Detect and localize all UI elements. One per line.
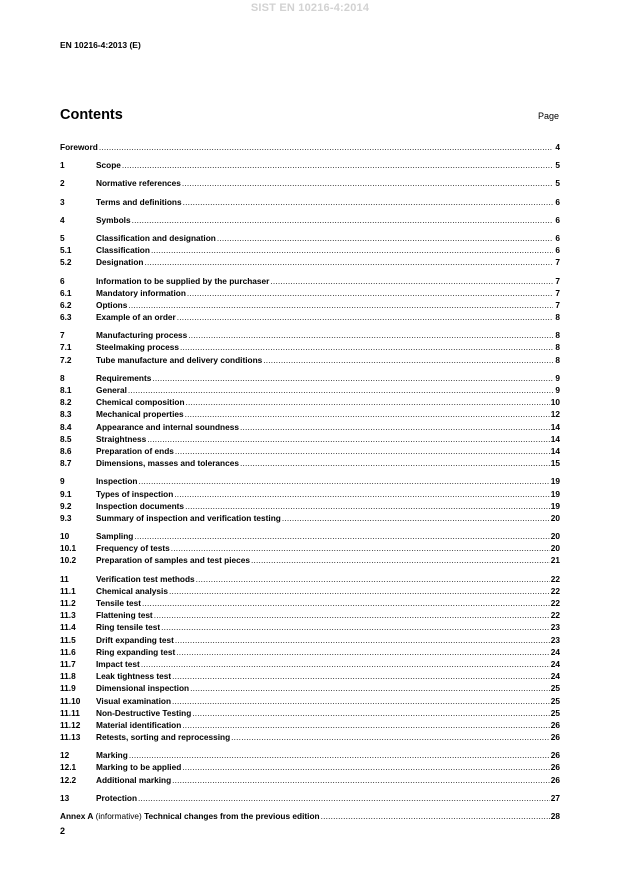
toc-entry-number: 11.13 [60, 732, 81, 743]
toc-entry-page: 28 [550, 811, 560, 821]
toc-entry-page: 15 [550, 458, 560, 469]
toc-entry-page: 24 [550, 646, 560, 657]
dot-leader [128, 384, 553, 396]
toc-entry-title: Chemical composition [96, 397, 185, 408]
toc-section [60, 573, 560, 744]
dot-leader [142, 597, 550, 609]
toc-entry[interactable] [60, 719, 560, 731]
annex-label: Annex A [60, 811, 94, 821]
toc-entry-title: Drift expanding test [96, 634, 174, 645]
toc-entry[interactable] [60, 774, 560, 786]
toc-entry-number: 5 [60, 232, 65, 243]
toc-entry-title: Material identification [96, 719, 182, 730]
toc-section [60, 749, 560, 786]
toc-entry[interactable] [60, 554, 560, 566]
toc-entry[interactable] [60, 445, 560, 457]
toc-entry[interactable] [60, 488, 560, 500]
toc-entry[interactable] [60, 159, 560, 171]
toc-section [60, 372, 560, 470]
toc-entry-title: Designation [96, 257, 144, 268]
toc-section [60, 214, 560, 226]
toc-entry-page: 9 [555, 385, 560, 395]
toc-entry-number: 4 [60, 214, 65, 225]
toc-section [60, 196, 560, 208]
toc-entry-page: 26 [550, 732, 560, 743]
toc-entry-number: 8.5 [60, 433, 72, 444]
toc-entry[interactable] [60, 341, 560, 353]
dot-leader [192, 707, 549, 719]
toc-entry-page: 19 [550, 500, 560, 511]
toc-entry[interactable] [60, 396, 560, 408]
dot-leader [217, 232, 553, 244]
toc-entry-page: 8 [555, 342, 560, 353]
toc-entry-number: 11.10 [60, 695, 81, 706]
toc-entry[interactable] [60, 585, 560, 597]
dot-leader [129, 749, 550, 761]
toc-entry-title: Ring tensile test [96, 622, 161, 633]
dot-leader [138, 792, 550, 804]
toc-entry[interactable] [60, 707, 560, 719]
toc-entry-number: 6 [60, 275, 65, 286]
toc-entry-number: 11.8 [60, 671, 76, 682]
toc-entry-number: 11.6 [60, 646, 76, 657]
toc-entry[interactable] [60, 299, 560, 311]
toc-entry-title: Marking [96, 750, 128, 761]
toc-entry-page: 5 [555, 178, 560, 189]
dot-leader [174, 488, 549, 500]
dot-leader [182, 719, 549, 731]
toc-entry-number: 9.2 [60, 500, 72, 511]
page-column-label: Page [537, 111, 559, 121]
toc-entry[interactable] [60, 658, 560, 670]
toc-entry-page: 8 [555, 330, 560, 341]
toc-entry-title: Verification test methods [96, 573, 195, 584]
toc-entry-title: Symbols [96, 214, 131, 225]
dot-leader [161, 621, 550, 633]
toc-entry[interactable] [60, 749, 560, 761]
toc-entry-title: Dimensional inspection [96, 683, 190, 694]
toc-entry[interactable] [60, 214, 560, 226]
toc-entry-number: 8.6 [60, 445, 72, 456]
toc-entry-page: 14 [550, 421, 560, 432]
toc-entry-title: Retests, sorting and reprocessing [96, 732, 231, 743]
dot-leader [251, 554, 550, 566]
toc-entry-title: Tensile test [96, 598, 142, 608]
toc-entry-number: 8 [60, 372, 65, 383]
toc-entry-title: Steelmaking process [96, 342, 180, 353]
toc-entry-number: 13 [60, 792, 70, 803]
toc-entry-page: 6 [555, 245, 560, 256]
toc-section [60, 232, 560, 269]
dot-leader [188, 329, 553, 341]
toc-entry-number: 9.1 [60, 488, 72, 499]
dot-leader [152, 372, 553, 384]
toc-entry-page: 25 [550, 683, 560, 694]
toc-entry-title: Information to be supplied by the purchaser [96, 275, 270, 286]
toc-entry[interactable] [60, 695, 560, 707]
toc-entry[interactable] [60, 609, 560, 621]
dot-leader [151, 244, 553, 256]
toc-entry-number: 3 [60, 196, 65, 207]
toc-entry-page: 22 [550, 610, 560, 621]
toc-entry-page: 24 [550, 658, 560, 669]
toc-entry-number: 8.2 [60, 397, 72, 408]
toc-entry[interactable] [60, 512, 560, 524]
toc-entry[interactable] [60, 329, 560, 341]
toc-entry[interactable] [60, 287, 560, 299]
toc-entry-number: 10.2 [60, 555, 77, 566]
toc-entry-number: 8.1 [60, 385, 72, 395]
toc-section [60, 275, 560, 324]
toc-entry-number: 8.3 [60, 409, 72, 420]
toc-section [60, 475, 560, 524]
toc-entry[interactable] [60, 141, 560, 153]
toc-entry-number: 11.2 [60, 598, 76, 608]
toc-entry-title: Inspection documents [96, 500, 185, 511]
toc-entry-page: 20 [550, 512, 560, 523]
dot-leader [263, 354, 553, 366]
toc-entry-number: 1 [60, 160, 65, 171]
toc-entry-page: 4 [555, 142, 560, 152]
toc-entry-number: 6.2 [60, 299, 72, 310]
toc-section [60, 810, 560, 822]
toc-entry[interactable] [60, 177, 560, 189]
toc-entry[interactable] [60, 244, 560, 256]
toc-entry-page: 19 [550, 488, 560, 499]
toc-entry-title: Manufacturing process [96, 330, 188, 341]
toc-entry[interactable] [60, 232, 560, 244]
toc-entry-title: Preparation of samples and test pieces [96, 555, 251, 566]
toc-entry-title: Terms and definitions [96, 196, 182, 207]
toc-entry[interactable] [60, 810, 560, 822]
toc-entry[interactable] [60, 731, 560, 743]
toc-entry-number: 11.3 [60, 610, 76, 621]
toc-entry-title: Visual examination [96, 695, 172, 706]
toc-entry-title: Classification and designation [96, 232, 216, 243]
dot-leader [176, 646, 549, 658]
page-number: 2 [60, 826, 66, 836]
toc-entry-title: Sampling [96, 531, 134, 542]
toc-entry[interactable] [60, 670, 560, 682]
annex-title: Technical changes from the previous edition [144, 811, 320, 821]
toc-entry-title: Ring expanding test [96, 646, 176, 657]
dot-leader [177, 311, 553, 323]
toc-entry-number: 11.12 [60, 719, 81, 730]
dot-leader [282, 512, 550, 524]
toc-entry[interactable] [60, 792, 560, 804]
toc-entry-title: Chemical analysis [96, 585, 168, 596]
toc-entry-title: Example of an order [96, 312, 176, 323]
dot-leader [186, 396, 550, 408]
toc-entry[interactable] [60, 433, 560, 445]
table-of-contents [60, 141, 560, 828]
toc-entry-title: Frequency of tests [96, 543, 170, 554]
toc-entry[interactable] [60, 457, 560, 469]
toc-entry-title: Summary of inspection and verification testing [96, 512, 281, 523]
toc-entry[interactable] [60, 475, 560, 487]
dot-leader [190, 682, 550, 694]
dot-leader [185, 500, 550, 512]
dot-leader [169, 585, 550, 597]
dot-leader [240, 421, 550, 433]
toc-entry[interactable] [60, 573, 560, 585]
toc-entry-number: 5.2 [60, 257, 72, 268]
dot-leader [240, 457, 550, 469]
toc-entry-title: Mechanical properties [96, 409, 184, 420]
toc-entry-page: 23 [550, 622, 560, 633]
toc-entry-title: Mandatory information [96, 287, 186, 298]
annex-type: (informative) [93, 811, 145, 821]
toc-entry-number: 7 [60, 330, 65, 341]
dot-leader [183, 196, 553, 208]
toc-entry-page: 10 [550, 397, 560, 408]
toc-entry-number: 11.5 [60, 634, 76, 645]
toc-entry-page: 6 [555, 232, 560, 243]
toc-entry[interactable] [60, 621, 560, 633]
toc-entry-number: 12.1 [60, 762, 77, 773]
toc-entry-page: 5 [555, 160, 560, 171]
dot-leader [187, 287, 553, 299]
toc-entry[interactable] [60, 275, 560, 287]
toc-entry-page: 25 [550, 695, 560, 706]
toc-entry-title: Preparation of ends [96, 445, 174, 456]
toc-entry-page: 8 [555, 354, 560, 365]
dot-leader [270, 275, 553, 287]
toc-entry-number: 6.1 [60, 287, 72, 298]
toc-entry[interactable] [60, 196, 560, 208]
toc-entry[interactable] [60, 634, 560, 646]
watermark: SIST EN 10216-4:2014 [250, 2, 370, 14]
toc-entry[interactable] [60, 761, 560, 773]
toc-entry-page: 25 [550, 707, 560, 718]
toc-section [60, 792, 560, 804]
toc-entry-number: 7.2 [60, 354, 72, 365]
toc-entry-title: Leak tightness test [96, 671, 172, 682]
toc-entry-page: 7 [555, 287, 560, 298]
dot-leader [154, 609, 550, 621]
dot-leader [182, 177, 553, 189]
toc-entry-page: 8 [555, 312, 560, 323]
toc-entry-page: 7 [555, 257, 560, 268]
toc-entry-page: 19 [550, 476, 560, 487]
toc-entry[interactable] [60, 354, 560, 366]
dot-leader [134, 530, 549, 542]
toc-entry-number: 11.11 [60, 707, 80, 718]
dot-leader [185, 408, 550, 420]
dot-leader [180, 341, 553, 353]
toc-entry-page: 22 [550, 573, 560, 584]
toc-entry-page: 27 [550, 792, 560, 803]
toc-entry[interactable] [60, 646, 560, 658]
toc-entry-page: 22 [550, 585, 560, 596]
dot-leader [321, 810, 550, 822]
toc-entry-page: 7 [555, 299, 560, 310]
toc-entry[interactable] [60, 597, 560, 609]
toc-entry-title: Non-Destructive Testing [96, 707, 192, 718]
toc-entry-number: 11.4 [60, 622, 76, 633]
toc-entry-title: Requirements [96, 372, 152, 383]
toc-entry-page: 23 [550, 634, 560, 645]
toc-entry-number: 7.1 [60, 342, 72, 353]
toc-entry-title: Dimensions, masses and tolerances [96, 458, 239, 469]
toc-entry-number: 8.7 [60, 458, 72, 469]
toc-entry-page: 21 [550, 555, 560, 566]
toc-entry-title: Protection [96, 792, 138, 803]
dot-leader [139, 475, 550, 487]
toc-section [60, 177, 560, 189]
dot-leader [99, 141, 553, 153]
dot-leader [196, 573, 550, 585]
toc-entry-title: Additional marking [96, 774, 172, 785]
toc-entry-title: Appearance and internal soundness [96, 421, 239, 432]
contents-title: Contents [60, 107, 123, 123]
toc-entry-page: 26 [550, 750, 560, 761]
toc-entry[interactable] [60, 372, 560, 384]
toc-entry-number: 2 [60, 178, 65, 189]
toc-entry-page: 6 [555, 214, 560, 225]
dot-leader [122, 159, 553, 171]
toc-entry-number: 5.1 [60, 245, 72, 256]
toc-entry-number: 10.1 [60, 543, 77, 554]
toc-entry[interactable] [60, 384, 560, 396]
toc-entry-page: 20 [550, 543, 560, 554]
dot-leader [172, 695, 550, 707]
toc-entry-number: 10 [60, 531, 70, 542]
toc-entry-number: 8.4 [60, 421, 72, 432]
dot-leader [175, 634, 550, 646]
toc-entry-title: Inspection [96, 476, 138, 487]
toc-entry[interactable] [60, 408, 560, 420]
toc-entry[interactable] [60, 256, 560, 268]
dot-leader [171, 542, 550, 554]
toc-entry-title: Flattening test [96, 610, 153, 621]
toc-entry-title: Marking to be applied [96, 762, 182, 773]
dot-leader [172, 670, 550, 682]
toc-entry[interactable] [60, 421, 560, 433]
toc-entry-page: 9 [555, 372, 560, 383]
toc-section [60, 159, 560, 171]
toc-entry[interactable] [60, 682, 560, 694]
toc-entry-page: 12 [550, 409, 560, 420]
dot-leader [182, 761, 549, 773]
toc-entry-title: Scope [96, 160, 121, 171]
document-header: EN 10216-4:2013 (E) [60, 40, 141, 50]
toc-entry-number: 12 [60, 750, 70, 761]
toc-section [60, 530, 560, 567]
toc-entry-page: 20 [550, 531, 560, 542]
toc-entry-number: 11.9 [60, 683, 76, 694]
toc-entry-page: 26 [550, 719, 560, 730]
toc-entry-page: 14 [550, 445, 560, 456]
toc-entry[interactable] [60, 542, 560, 554]
toc-entry[interactable] [60, 530, 560, 542]
dot-leader [132, 214, 553, 226]
toc-entry-page: 24 [550, 671, 560, 682]
dot-leader [144, 256, 553, 268]
dot-leader [128, 299, 553, 311]
toc-entry-title: Impact test [96, 658, 140, 669]
toc-entry-page: 6 [555, 196, 560, 207]
toc-section [60, 329, 560, 366]
toc-entry-number: 11.7 [60, 658, 76, 669]
toc-entry-number: 6.3 [60, 312, 72, 323]
dot-leader [141, 658, 550, 670]
toc-entry-title: Tube manufacture and delivery conditions [96, 354, 263, 365]
toc-entry-title: Straightness [96, 433, 147, 444]
toc-entry[interactable] [60, 311, 560, 323]
toc-entry-page: 14 [550, 433, 560, 444]
dot-leader [172, 774, 550, 786]
toc-entry-title: General [96, 385, 127, 395]
toc-entry-page: 7 [555, 275, 560, 286]
toc-entry-number: 12.2 [60, 774, 77, 785]
dot-leader [175, 445, 550, 457]
toc-entry-number: 11.1 [60, 585, 76, 596]
toc-section [60, 141, 560, 153]
toc-entry[interactable] [60, 500, 560, 512]
toc-entry-title: Classification [96, 245, 150, 256]
toc-entry-title: Normative references [96, 178, 181, 189]
toc-entry-title: Foreword [60, 142, 98, 152]
toc-entry-title [60, 810, 320, 822]
toc-entry-page: 26 [550, 774, 560, 785]
toc-entry-page: 26 [550, 762, 560, 773]
dot-leader [147, 433, 550, 445]
toc-entry-title: Options [96, 299, 128, 310]
toc-entry-title: Types of inspection [96, 488, 174, 499]
toc-entry-page: 22 [550, 598, 560, 608]
toc-entry-number: 11 [60, 573, 69, 584]
toc-entry-number: 9.3 [60, 512, 72, 523]
dot-leader [231, 731, 550, 743]
toc-entry-number: 9 [60, 476, 65, 487]
